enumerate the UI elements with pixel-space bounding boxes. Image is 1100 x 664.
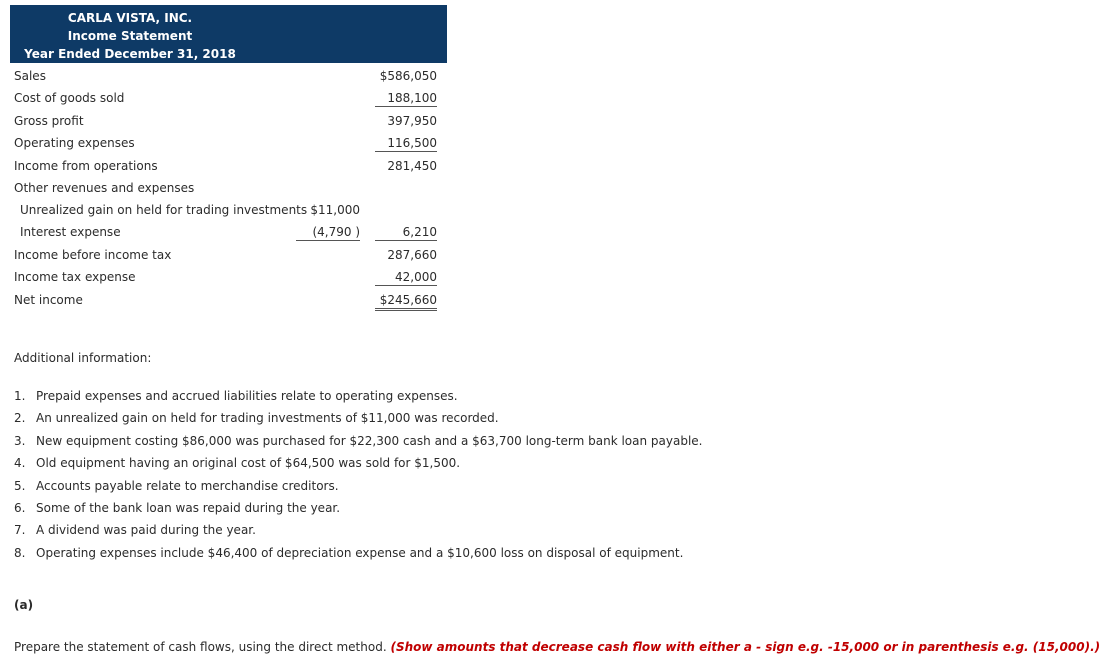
item-number: 8. (14, 545, 26, 560)
row-amount: 188,100 (375, 91, 437, 107)
row-subamount: (4,790 ) (296, 225, 360, 241)
item-number: 7. (14, 523, 26, 538)
row-label: Sales (14, 69, 46, 83)
list-item (14, 542, 702, 564)
item-text: Operating expenses include $46,400 of depreciation expense and a $10,600 loss on disposal of equipment. (36, 545, 684, 560)
instruction-note: (Show amounts that decrease cash flow with either a - sign e.g. -15,000 or in parenthesis e.g. (15,000).) (390, 640, 1100, 654)
row-amount: 116,500 (375, 136, 437, 152)
row-amount: $245,660 (375, 293, 437, 311)
item-text: Prepaid expenses and accrued liabilities relate to operating expenses. (36, 389, 458, 403)
item-text: An unrealized gain on held for trading investments of $11,000 was recorded. (36, 411, 499, 426)
row-label: Unrealized gain on held for trading investments (20, 203, 308, 217)
statement-row (0, 246, 447, 264)
row-label: Income from operations (14, 159, 158, 173)
item-text: Some of the bank loan was repaid during the year. (36, 500, 341, 515)
row-label: Income before income tax (14, 248, 172, 262)
row-amount: 397,950 (387, 114, 437, 128)
row-amount: $586,050 (379, 69, 437, 83)
statement-row (0, 134, 447, 152)
row-label: Net income (14, 293, 83, 307)
list-item (14, 519, 702, 541)
row-label: Other revenues and expenses (14, 181, 195, 195)
item-number: 6. (14, 500, 26, 515)
item-text: Accounts payable relate to merchandise creditors. (36, 478, 339, 493)
item-number: 2. (14, 411, 26, 426)
additional-info-heading: Additional information: (14, 351, 152, 365)
statement-row (0, 89, 447, 107)
item-text: Old equipment having an original cost of $64,500 was sold for $1,500. (36, 456, 461, 471)
statement-header (10, 5, 447, 63)
row-label: Income tax expense (14, 270, 136, 284)
item-number: 5. (14, 478, 26, 493)
row-label: Interest expense (20, 225, 121, 239)
item-text: New equipment costing $86,000 was purchased for $22,300 cash and a $63,700 long-term bank loan payable. (36, 433, 703, 448)
row-amount: 281,450 (387, 159, 437, 173)
list-item (14, 430, 702, 452)
row-amount: 6,210 (375, 225, 437, 241)
statement-row (0, 223, 447, 241)
list-item (14, 475, 702, 497)
item-number: 4. (14, 456, 26, 471)
item-number: 3. (14, 433, 26, 448)
instruction-text: Prepare the statement of cash flows, using the direct method. (14, 640, 387, 654)
list-item (14, 452, 702, 474)
statement-row (0, 201, 447, 219)
statement-row (0, 268, 447, 286)
item-number: 1. (14, 389, 26, 403)
row-label: Operating expenses (14, 136, 135, 150)
statement-row (0, 291, 447, 309)
row-amount: 42,000 (375, 270, 437, 286)
list-item (14, 385, 702, 407)
statement-row (0, 157, 447, 175)
row-label: Cost of goods sold (14, 91, 125, 105)
list-item (14, 497, 702, 519)
statement-row (0, 112, 447, 130)
row-amount: 287,660 (387, 248, 437, 262)
row-label: Gross profit (14, 114, 84, 128)
instruction (14, 640, 1100, 654)
part-label: (a) (14, 598, 34, 612)
row-subamount: $11,000 (310, 203, 360, 217)
statement-row (0, 179, 447, 197)
company-name: CARLA VISTA, INC. (67, 11, 193, 25)
additional-info-list (14, 385, 702, 564)
statement-row (0, 67, 447, 85)
statement-period: Year Ended December 31, 2018 (24, 47, 236, 61)
item-text: A dividend was paid during the year. (36, 523, 256, 538)
list-item (14, 407, 702, 429)
statement-title: Income Statement (67, 29, 193, 43)
